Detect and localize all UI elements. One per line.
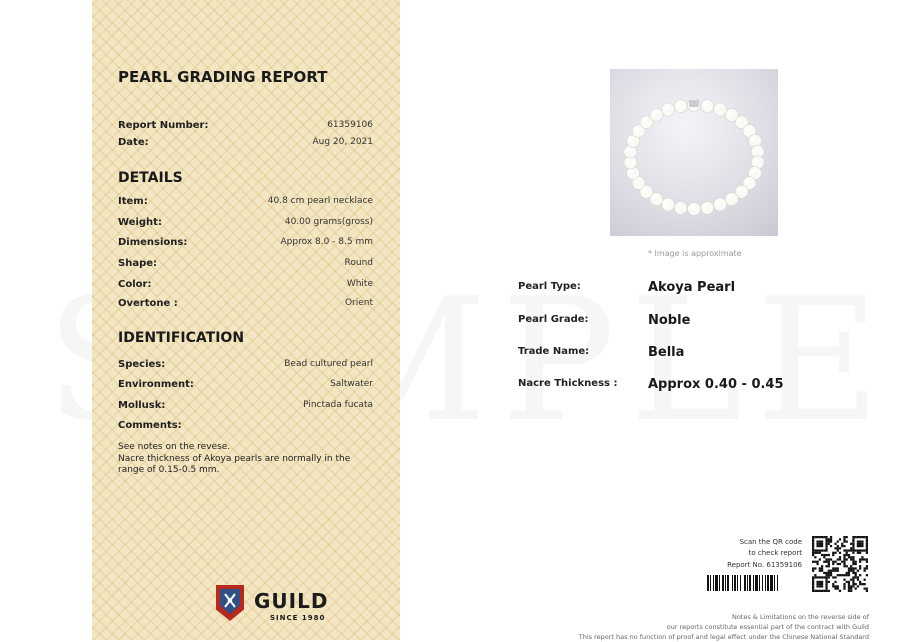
identification-value: Pinctada fucata (303, 400, 373, 410)
footer-notes (579, 612, 869, 642)
logo-name: GUILD (254, 589, 329, 613)
detail-row-item (118, 196, 373, 212)
identification-value: Bead cultured pearl (284, 359, 373, 369)
spec-label-pearl-type: Pearl Type: (518, 281, 581, 292)
detail-value: White (346, 279, 373, 289)
identification-label: Comments: (118, 420, 182, 431)
identification-row-environment (118, 379, 373, 395)
identification-label: Environment: (118, 379, 194, 390)
spec-value-pearl-grade: Noble (648, 313, 691, 328)
detail-label: Weight: (118, 217, 162, 228)
spec-value-pearl-type: Akoya Pearl (648, 280, 736, 295)
qr-code-icon[interactable] (812, 536, 868, 592)
spec-value-nacre-thickness: Approx 0.40 - 0.45 (648, 377, 784, 392)
detail-value: 40.00 grams(gross) (284, 217, 373, 227)
spec-label-nacre-thickness: Nacre Thickness : (518, 378, 618, 389)
detail-label: Dimensions: (118, 237, 188, 248)
detail-row-shape (118, 258, 373, 274)
logo-since: SINCE 1980 (270, 614, 326, 622)
footer-line: our reports constitute essential part of the contract with Guild (666, 623, 869, 631)
comments-notes (118, 442, 363, 477)
qr-instruction-line-1: Scan the QR code (739, 538, 802, 546)
qr-instruction-line-2: to check report (748, 549, 802, 557)
details-heading: DETAILS (118, 170, 183, 186)
detail-row-weight (118, 217, 373, 233)
detail-value: Orient (344, 298, 373, 308)
footer-line: Notes & Limitations on the reverse side of (731, 613, 869, 621)
detail-value: Round (344, 258, 373, 268)
spec-label-trade-name: Trade Name: (518, 346, 590, 357)
detail-row-overtone (118, 298, 373, 314)
identification-label: Species: (118, 359, 166, 370)
identification-label: Mollusk: (118, 400, 166, 411)
report-panel (92, 0, 400, 640)
identification-heading: IDENTIFICATION (118, 330, 245, 346)
notes-line: range of 0.15-0.5 mm. (118, 465, 220, 475)
spec-label-pearl-grade: Pearl Grade: (518, 314, 589, 325)
guild-logo (216, 585, 346, 627)
detail-row-color (118, 279, 373, 295)
notes-line: See notes on the revese. (118, 442, 231, 452)
spec-value-trade-name: Bella (648, 345, 685, 360)
detail-value: 40.8 cm pearl necklace (267, 196, 373, 206)
guild-shield-icon (216, 585, 244, 621)
report-number-label: Report Number: (118, 120, 209, 131)
report-date-value: Aug 20, 2021 (312, 137, 373, 147)
footer-line: This report has no function of proof and legal effect under the Chinese National Standard (578, 633, 869, 641)
identification-row-mollusk (118, 400, 373, 416)
detail-value: Approx 8.0 - 8.5 mm (280, 237, 373, 247)
barcode-icon (707, 575, 803, 591)
image-caption: * Image is approximate (648, 249, 742, 258)
detail-label: Item: (118, 196, 148, 207)
detail-label: Shape: (118, 258, 158, 269)
detail-label: Color: (118, 279, 152, 290)
identification-row-comments (118, 420, 373, 436)
detail-row-dimensions (118, 237, 373, 253)
report-date-row (118, 137, 373, 153)
report-title: PEARL GRADING REPORT (118, 68, 328, 86)
report-number-value: 61359106 (327, 120, 373, 130)
notes-line: Nacre thickness of Akoya pearls are normally in the (118, 453, 351, 464)
identification-value: Saltwater (330, 379, 373, 389)
qr-report-number: Report No. 61359106 (727, 561, 802, 569)
pearl-necklace-image (610, 69, 778, 236)
identification-row-species (118, 359, 373, 375)
report-number-row (118, 120, 373, 136)
report-date-label: Date: (118, 137, 149, 148)
detail-label: Overtone : (118, 298, 178, 309)
